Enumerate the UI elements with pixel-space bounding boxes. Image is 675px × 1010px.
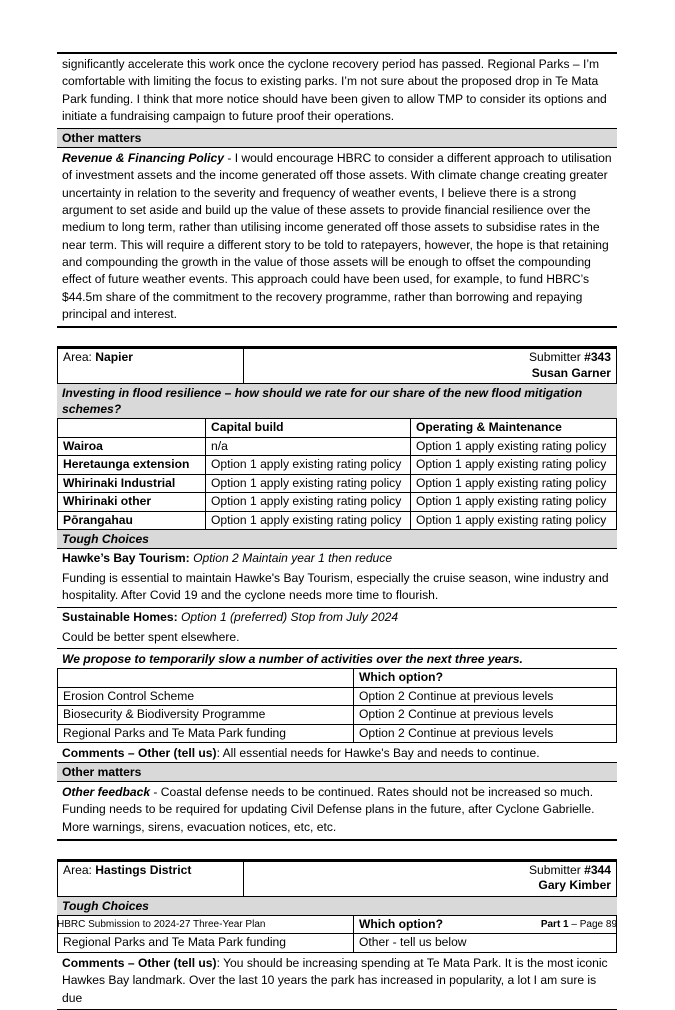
tourism-option: Option 2 Maintain year 1 then reduce — [189, 551, 393, 566]
submitter-name: Gary Kimber — [538, 878, 611, 893]
page-footer — [57, 919, 617, 930]
table-header-row — [58, 669, 617, 687]
table-row — [58, 724, 617, 743]
tough-choices-heading: Tough Choices — [57, 897, 617, 916]
document-page — [57, 52, 617, 1010]
footer-part: Part 1 — [540, 919, 569, 930]
footer-page: – Page 89 — [568, 919, 617, 930]
opex-option: Option 1 apply existing rating policy — [411, 437, 617, 456]
intro-paragraph: significantly accelerate this work once the cyclone recovery period has passed. Regional Parks – I’m comfortable with limiting the focus to existing parks. I’m not sure about the proposed drop in Te Mata Park funding. I think that more notice should have been given to allow TMP to consider its options and initiate a fundraising campaign to future proof their operations. — [62, 57, 607, 123]
capital-option: Option 1 apply existing rating policy — [206, 456, 411, 475]
opex-option: Option 1 apply existing rating policy — [411, 474, 617, 493]
scheme-name: Whirinaki other — [58, 493, 206, 512]
tough-choices-heading: Tough Choices — [57, 530, 617, 549]
homes-option: Option 1 (preferred) Stop from July 2024 — [177, 609, 399, 624]
table-row — [58, 456, 617, 475]
revenue-policy-label: Revenue & Financing Policy — [62, 151, 224, 166]
submitter-cell — [244, 861, 617, 896]
footer-page-number — [541, 919, 617, 930]
area-label: Area: — [63, 350, 96, 365]
opex-option: Option 1 apply existing rating policy — [411, 511, 617, 530]
submitter-number: #343 — [584, 350, 611, 365]
submitter-cell — [244, 349, 617, 384]
area-value: Napier — [95, 350, 133, 365]
area-label: Area: — [63, 862, 96, 877]
other-matters-heading: Other matters — [57, 763, 617, 782]
revenue-policy-paragraph — [57, 148, 617, 326]
homes-comment: Could be better spent elsewhere. — [57, 626, 617, 649]
table-row — [58, 511, 617, 530]
flood-resilience-heading: Investing in flood resilience – how should we rate for our share of the new flood mitigation schemes? — [57, 384, 617, 419]
area-cell — [58, 861, 244, 896]
homes-line — [57, 608, 617, 626]
comments-text: : All essential needs for Hawke's Bay and needs to continue. — [216, 746, 540, 761]
comments-label: Comments – Other (tell us) — [62, 746, 217, 761]
table-row — [58, 493, 617, 512]
tourism-line — [57, 549, 617, 567]
table-row — [58, 934, 617, 953]
area-value: Hastings District — [95, 862, 192, 877]
opex-option: Option 1 apply existing rating policy — [411, 456, 617, 475]
submitter-number: #344 — [584, 862, 611, 877]
table-row — [58, 437, 617, 456]
capital-option: Option 1 apply existing rating policy — [206, 511, 411, 530]
comments-label: Comments – Other (tell us) — [62, 955, 217, 970]
capital-option: Option 1 apply existing rating policy — [206, 474, 411, 493]
activity-name: Biosecurity & Biodiversity Programme — [58, 706, 354, 725]
homes-label: Sustainable Homes: — [62, 609, 178, 624]
feedback-text: - Coastal defense needs to be continued. Rates should not be increased so much. Funding needs to be required for updating Civil Defense plans in the future, after Cyclone Gabrielle. More warnings, sirens, evacuation notices, etc, etc. — [62, 785, 595, 834]
submission-344-header — [57, 861, 617, 897]
activity-option: Option 2 Continue at previous levels — [354, 706, 617, 725]
tourism-label: Hawke’s Bay Tourism: — [62, 551, 190, 566]
activity-name: Regional Parks and Te Mata Park funding — [58, 934, 354, 953]
submitter-name: Susan Garner — [531, 365, 611, 380]
comments-text: : You should be increasing spending at Te Mata Park. It is the most iconic Hawkes Bay landmark. Over the last 10 years the park has increased in popularity, a lot I am sure is due — [62, 955, 608, 1005]
which-option-header: Which option? — [354, 916, 617, 934]
activity-option: Option 2 Continue at previous levels — [354, 687, 617, 706]
scheme-name: Heretaunga extension — [58, 456, 206, 475]
which-option-header: Which option? — [354, 669, 617, 687]
comments-paragraph — [57, 953, 617, 1010]
table-row — [58, 687, 617, 706]
activity-name: Regional Parks and Te Mata Park funding — [58, 724, 354, 743]
comments-line — [57, 743, 617, 763]
table-row — [58, 706, 617, 725]
scheme-name: Whirinaki Industrial — [58, 474, 206, 493]
opex-option: Option 1 apply existing rating policy — [411, 493, 617, 512]
scheme-name: Pōrangahau — [58, 511, 206, 530]
submitter-label: Submitter — [528, 862, 585, 877]
area-cell — [58, 349, 244, 384]
other-feedback-paragraph — [57, 782, 617, 839]
tourism-comment: Funding is essential to maintain Hawke's Bay Tourism, especially the cruise season, wine industry and hospitality. After Covid 19 and the cyclone needs more time to flourish. — [57, 567, 617, 608]
capital-option: n/a — [206, 437, 411, 456]
capital-build-header: Capital build — [206, 419, 411, 437]
table-header-row — [58, 419, 617, 437]
flood-schemes-table — [57, 419, 617, 530]
opex-header: Operating & Maintenance — [411, 419, 617, 437]
submitter-label: Submitter — [528, 350, 585, 365]
feedback-label: Other feedback — [62, 785, 151, 800]
scheme-name: Wairoa — [58, 437, 206, 456]
activity-option: Other - tell us below — [354, 934, 617, 953]
footer-title: HBRC Submission to 2024-27 Three-Year Plan — [57, 919, 266, 930]
submission-343-header — [57, 348, 617, 384]
slow-activities-table — [57, 669, 617, 743]
revenue-policy-text: - I would encourage HBRC to consider a different approach to utilisation of investment assets and the income generated off those assets. With climate change creating greater uncertainty in relation to the severity and frequency of weather events, I believe there is a strong argument to set aside and build up the value of these assets to provide financial resilience over the medium to long term, rather than utilising income generated off those assets to subsidise rates in the near term. This will require a different story to be told to ratepayers, however, the hope is that retaining and compounding the growth in the value of those assets will be enough to offset the compounding effect of future weather events. This approach could have been used, for example, to fund HBRC’s $44.5m share of the commitment to the recovery programme, rather than borrowing and repaying principal and interest. — [62, 151, 612, 321]
capital-option: Option 1 apply existing rating policy — [206, 493, 411, 512]
activity-option: Option 2 Continue at previous levels — [354, 724, 617, 743]
slow-activities-heading: We propose to temporarily slow a number of activities over the next three years. — [57, 649, 617, 669]
table-row — [58, 474, 617, 493]
other-matters-heading: Other matters — [57, 128, 617, 148]
activity-name: Erosion Control Scheme — [58, 687, 354, 706]
